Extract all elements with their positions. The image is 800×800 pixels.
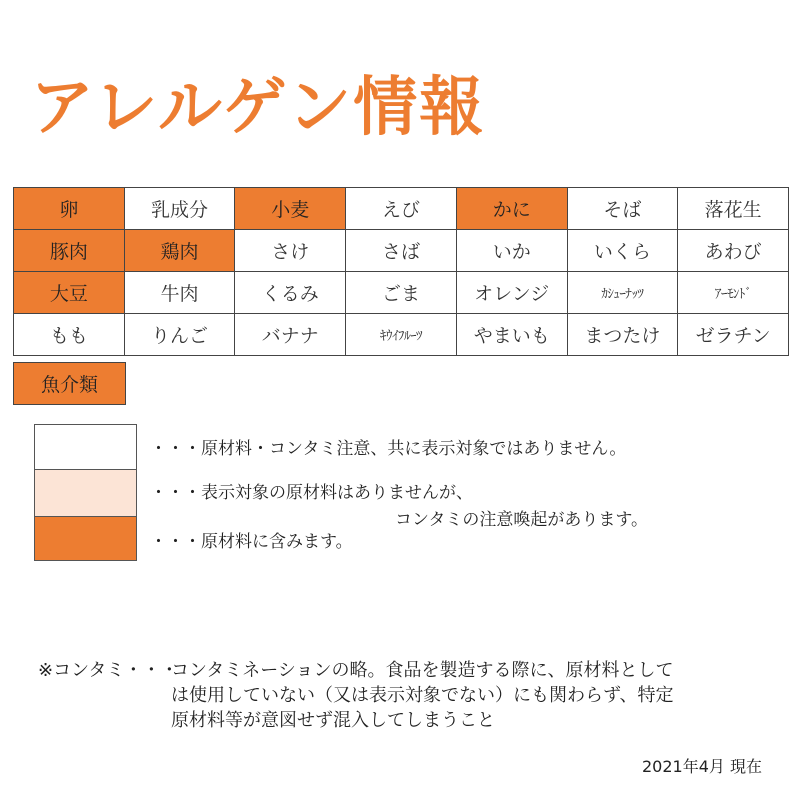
allergen-cell: 落花生 — [678, 188, 789, 230]
legend-text-contains: ・・・原材料に含みます。 — [150, 532, 353, 552]
note-line-2: は使用していない（又は表示対象でない）にも関わらず、特定 — [171, 685, 674, 706]
allergen-cell: 鶏肉 — [125, 230, 236, 272]
allergen-cell: くるみ — [235, 272, 346, 314]
allergen-cell: オレンジ — [457, 272, 568, 314]
page-title: アレルゲン情報 — [30, 71, 486, 145]
allergen-cell: りんご — [125, 314, 236, 356]
allergen-cell-seafood: 魚介類 — [14, 363, 126, 405]
legend-text-none: ・・・原材料・コンタミ注意、共に表示対象ではありません。 — [150, 439, 627, 459]
allergen-cell: 小麦 — [235, 188, 346, 230]
legend-swatch-contains — [34, 516, 137, 561]
legend-text-contamination-2: コンタミの注意喚起があります。 — [395, 510, 648, 530]
allergen-cell: まつたけ — [568, 314, 679, 356]
allergen-cell: 豚肉 — [14, 230, 125, 272]
allergen-cell: 卵 — [14, 188, 125, 230]
note-prefix: ※コンタミ・・・ — [38, 660, 179, 681]
allergen-cell: いくら — [568, 230, 679, 272]
allergen-cell: えび — [346, 188, 457, 230]
as-of-date: 2021年4月 現在 — [642, 757, 762, 776]
allergen-table-extra — [13, 362, 126, 405]
allergen-cell: そば — [568, 188, 679, 230]
note-line-1: コンタミネーションの略。食品を製造する際に、原材料として — [171, 660, 674, 681]
allergen-cell: ｱｰﾓﾝﾄﾞ — [678, 272, 789, 314]
allergen-cell: 乳成分 — [125, 188, 236, 230]
allergen-cell: 牛肉 — [125, 272, 236, 314]
legend-text-contamination-1: ・・・表示対象の原材料はありませんが、 — [150, 483, 473, 503]
allergen-cell: さば — [346, 230, 457, 272]
allergen-cell: ｶｼｭｰﾅｯﾂ — [568, 272, 679, 314]
allergen-cell: ｷｳｲﾌﾙｰﾂ — [346, 314, 457, 356]
allergen-cell: ゼラチン — [678, 314, 789, 356]
allergen-cell: ごま — [346, 272, 457, 314]
allergen-table — [13, 187, 789, 356]
allergen-cell: やまいも — [457, 314, 568, 356]
legend-swatch-contamination — [34, 469, 137, 517]
allergen-cell: さけ — [235, 230, 346, 272]
allergen-cell: バナナ — [235, 314, 346, 356]
allergen-cell: あわび — [678, 230, 789, 272]
allergen-cell: いか — [457, 230, 568, 272]
allergen-cell: 大豆 — [14, 272, 125, 314]
legend-swatch-none — [34, 424, 137, 470]
allergen-cell: かに — [457, 188, 568, 230]
allergen-cell: もも — [14, 314, 125, 356]
note-line-3: 原材料等が意図せず混入してしまうこと — [171, 710, 495, 731]
